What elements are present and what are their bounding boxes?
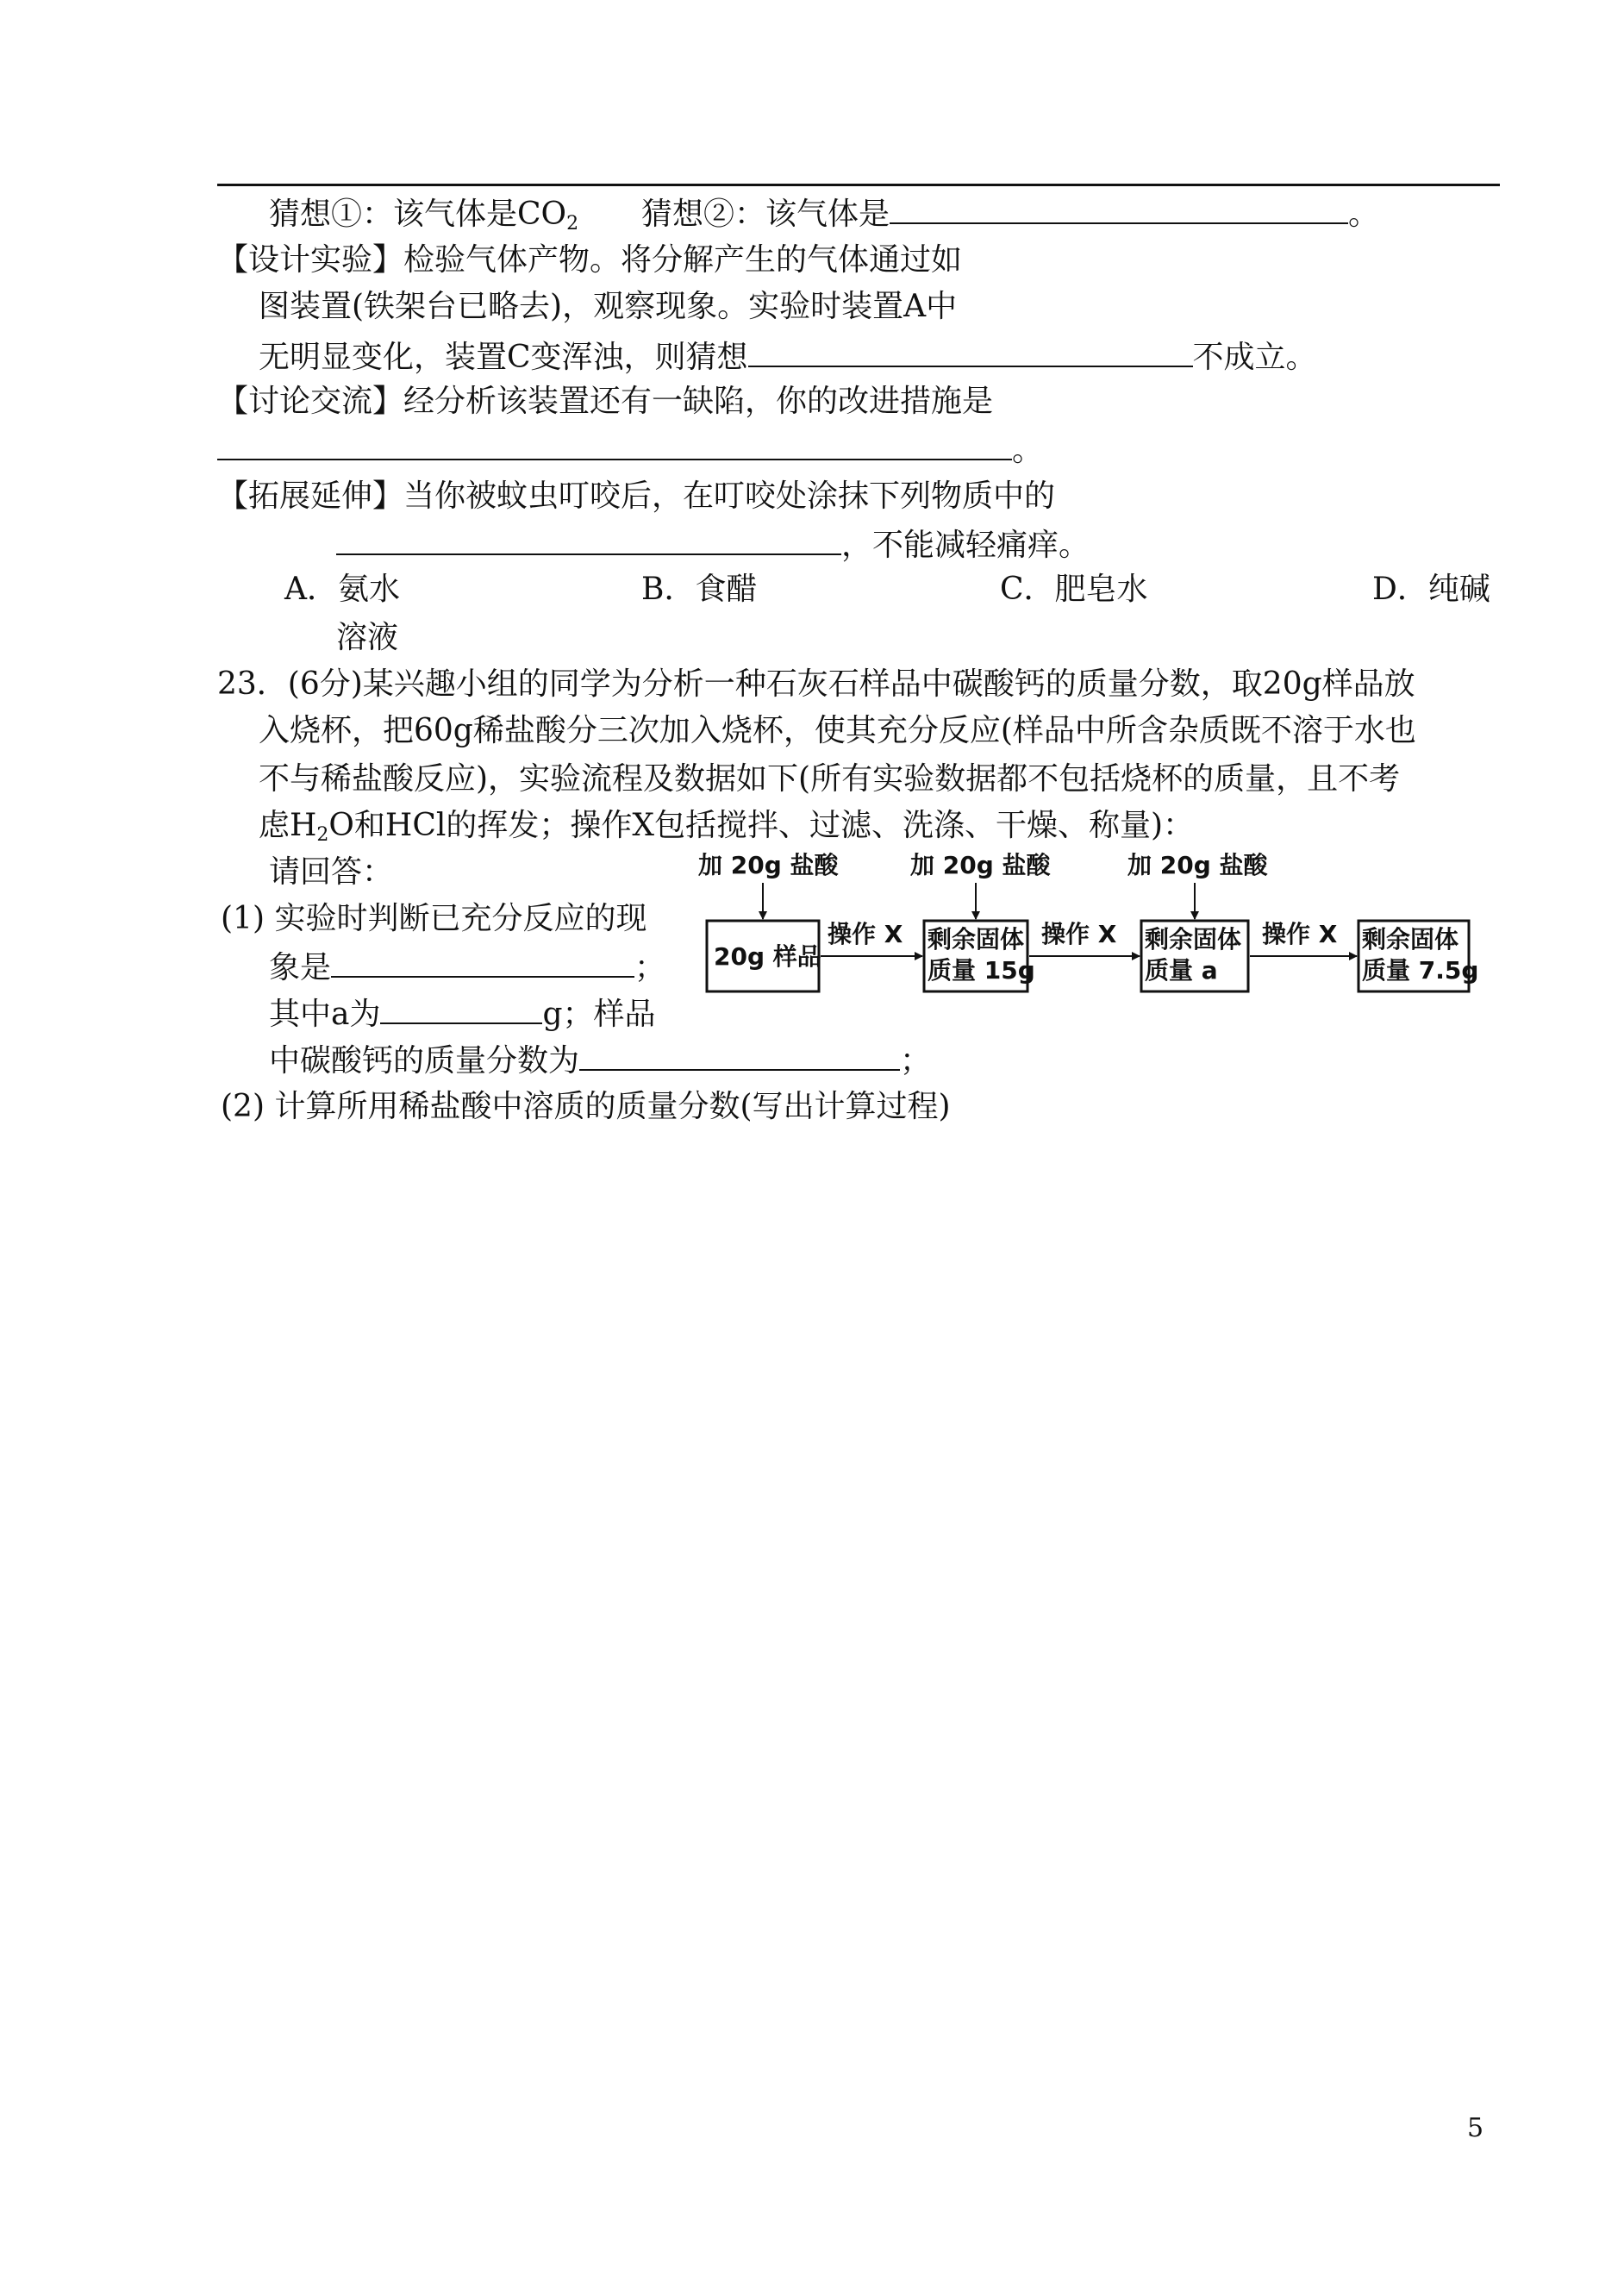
discussion-period: 。	[1012, 433, 1044, 468]
hypothesis-2: 猜想②：该气体是	[640, 197, 890, 232]
period: 。	[1347, 197, 1379, 232]
part1-line-1: (1) 实验时判断已充分反应的现	[221, 901, 647, 936]
header-rule	[217, 184, 1500, 186]
page-number: 5	[1467, 2113, 1484, 2143]
q23-line-2: 入烧杯，把60g稀盐酸分三次加入烧杯，使其充分反应(样品中所含杂质既不溶于水也	[259, 713, 1416, 748]
co2-subscript: 2	[566, 213, 579, 235]
design-line-1: 【设计实验】检验气体产物。将分解产生的气体通过如	[217, 242, 963, 278]
mass-fraction-blank[interactable]	[579, 1040, 900, 1071]
option-b: B．食醋	[641, 572, 758, 607]
design-line-3-text: 无明显变化，装置C变浑浊，则猜想	[259, 340, 748, 375]
add-acid-label-1: 加 20g 盐酸	[698, 851, 839, 879]
extension-blank[interactable]	[336, 524, 841, 555]
improvement-blank[interactable]	[217, 429, 1012, 460]
box3-line-1: 剩余固体	[1145, 925, 1242, 954]
q23-line-1: 23．(6分)某兴趣小组的同学为分析一种石灰石样品中碳酸钙的质量分数，取20g样品放	[217, 666, 1415, 702]
part1-line-4	[269, 1040, 931, 1080]
box2-line-2: 质量 15g	[928, 956, 1035, 985]
option-a: A．氨水	[284, 572, 400, 607]
q23-line-3: 不与稀盐酸反应)，实验流程及数据如下(所有实验数据都不包括烧杯的质量，且不考	[259, 761, 1401, 797]
part1-line-3-a: 其中a为	[269, 997, 381, 1032]
extension-line-2	[336, 524, 1090, 565]
hypothesis-line	[269, 193, 1379, 234]
box4-line-1: 剩余固体	[1362, 925, 1459, 954]
h2o-subscript: 2	[316, 824, 329, 846]
add-acid-label-2: 加 20g 盐酸	[910, 851, 1051, 879]
option-d: D．纯碱	[1372, 572, 1490, 607]
box4-line-2: 质量 7.5g	[1362, 956, 1479, 985]
option-c: C．肥皂水	[1000, 572, 1148, 607]
design-line-3	[259, 336, 1317, 377]
operation-x-label-3: 操作 X	[1262, 920, 1338, 948]
box3-line-2: 质量 a	[1145, 956, 1218, 985]
experiment-flow-diagram	[698, 852, 1508, 1011]
operation-x-label-1: 操作 X	[828, 920, 903, 948]
hypothesis-1: 猜想①：该气体是CO	[269, 197, 567, 232]
phenomenon-blank[interactable]	[331, 947, 634, 978]
box2-line-1: 剩余固体	[928, 925, 1025, 954]
extension-line-1: 【拓展延伸】当你被蚊虫叮咬后，在叮咬处涂抹下列物质中的	[217, 478, 1056, 514]
sample-label: 20g 样品	[714, 942, 821, 971]
part1-line-3-b: g；样品	[542, 997, 656, 1032]
option-d-continued: 溶液	[336, 620, 399, 655]
part1-semicolon-2: ；	[900, 1043, 932, 1079]
part2-line: (2) 计算所用稀盐酸中溶质的质量分数(写出计算过程)	[221, 1089, 951, 1124]
q23-line-4-b: O和HCl的挥发；操作X包括搅拌、过滤、洗涤、干燥、称量)：	[328, 808, 1195, 843]
extension-line-2-end: ，不能减轻痛痒。	[841, 528, 1090, 563]
part1-line-4-text: 中碳酸钙的质量分数为	[269, 1043, 580, 1079]
part1-line-3	[269, 993, 656, 1034]
part1-line-2	[269, 947, 665, 987]
discussion-answer-line	[217, 429, 1043, 470]
operation-x-label-2: 操作 X	[1041, 920, 1117, 948]
please-answer: 请回答：	[269, 854, 394, 890]
part1-line-2-text: 象是	[269, 950, 332, 985]
design-line-2: 图装置(铁架台已略去)，观察现象。实验时装置A中	[259, 289, 958, 324]
add-acid-label-3: 加 20g 盐酸	[1127, 851, 1268, 879]
q23-line-4-a: 虑H	[259, 808, 317, 843]
part1-semicolon-1: ；	[634, 950, 666, 985]
discussion-line: 【讨论交流】经分析该装置还有一缺陷，你的改进措施是	[217, 384, 994, 419]
value-a-blank[interactable]	[380, 993, 542, 1024]
q23-line-4	[259, 807, 1194, 845]
design-line-3-end: 不成立。	[1192, 340, 1317, 375]
hypothesis-2-blank[interactable]	[890, 193, 1348, 224]
hypothesis-fail-blank[interactable]	[748, 336, 1193, 367]
